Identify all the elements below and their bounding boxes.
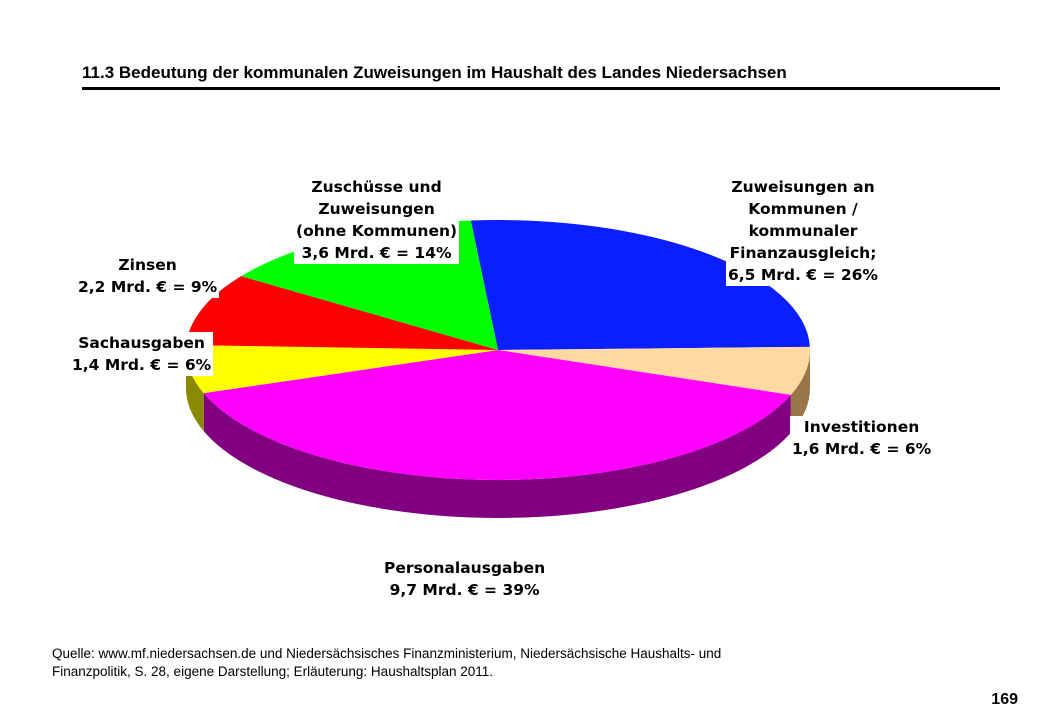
slice-label-zuschuesse: Zuschüsse und Zuweisungen (ohne Kommunen) 3,6 Mrd. € = 14% <box>296 178 458 262</box>
page-title: 11.3 Bedeutung der kommunalen Zuweisungen im Haushalt des Landes Niedersachsen <box>82 62 1000 90</box>
source-note <box>52 645 721 681</box>
slice-label-sachausgaben: Sachausgaben 1,4 Mrd. € = 6% <box>72 334 212 374</box>
slice-label-investitionen: Investitionen 1,6 Mrd. € = 6% <box>792 418 932 458</box>
source-line-2: Finanzpolitik, S. 28, eigene Darstellung; Erläuterung: Haushaltsplan 2011. <box>52 664 494 679</box>
slice-label-personalausgaben: Personalausgaben 9,7 Mrd. € = 39% <box>384 559 546 599</box>
slice-label-zuweisungen-kommunen: Zuweisungen an Kommunen / kommunaler Finanzausgleich; 6,5 Mrd. € = 26% <box>728 178 878 284</box>
page-number: 169 <box>991 691 1018 708</box>
source-line-1: Quelle: www.mf.niedersachsen.de und Niedersächsisches Finanzministerium, Niedersächsische Haushalts- und <box>52 646 722 661</box>
slice-label-zinsen: Zinsen 2,2 Mrd. € = 9% <box>78 256 218 296</box>
